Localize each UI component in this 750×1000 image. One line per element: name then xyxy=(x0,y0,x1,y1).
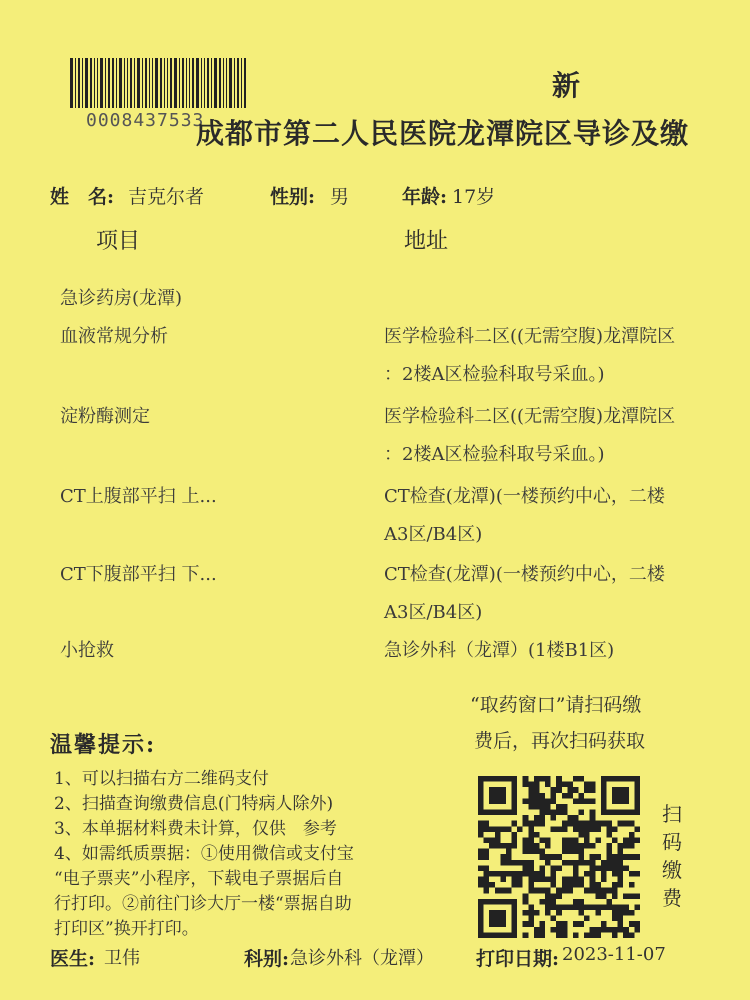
tip-line: “电子票夹”小程序，下载电子票据后自 xyxy=(54,869,344,889)
item-address-line: ：2楼A区检验科取号采血。) xyxy=(384,364,605,385)
gender-label: 性别: xyxy=(270,186,316,208)
scan-to-pay-label: 扫码缴费 xyxy=(662,802,682,910)
tip-line: 2、扫描查询缴费信息(门特病人除外) xyxy=(54,794,334,814)
item-name: 血液常规分析 xyxy=(60,326,168,347)
column-header-address: 地址 xyxy=(404,229,449,254)
qr-code-icon[interactable] xyxy=(478,776,640,938)
doctor-label: 医生: xyxy=(50,948,96,970)
gender-value: 男 xyxy=(330,186,350,208)
department-value: 急诊外科（龙潭） xyxy=(290,948,434,969)
tip-line: 3、本单据材料费未计算，仅供 参考 xyxy=(54,819,337,839)
item-address-line: 医学检验科二区((无需空腹)龙潭院区 xyxy=(384,326,676,347)
item-name: 急诊药房(龙潭) xyxy=(60,288,183,309)
item-name: 小抢救 xyxy=(60,640,114,661)
department-label: 科别: xyxy=(244,948,290,970)
print-date-label: 打印日期: xyxy=(476,948,560,970)
tip-line: 行打印。②前往门诊大厅一楼“票据自助 xyxy=(54,894,352,914)
item-address-line: A3区/B4区) xyxy=(384,524,483,545)
payment-note: 费后，再次扫码获取 xyxy=(474,730,646,752)
column-header-item: 项目 xyxy=(96,229,141,254)
item-name: CT上腹部平扫 上... xyxy=(60,486,217,507)
item-address-line: 急诊外科（龙潭）(1楼B1区) xyxy=(384,640,615,661)
item-name: CT下腹部平扫 下... xyxy=(60,564,217,585)
age-value: 17岁 xyxy=(452,186,496,208)
item-address-line: CT检查(龙潭)(一楼预约中心，二楼 xyxy=(384,564,665,585)
payment-note: “取药窗口”请扫码缴 xyxy=(470,694,642,716)
item-address-line: ：2楼A区检验科取号采血。) xyxy=(384,444,605,465)
barcode-icon xyxy=(70,58,270,108)
tip-line: 打印区”换开打印。 xyxy=(54,919,199,939)
tip-line: 1、可以扫描右方二维码支付 xyxy=(54,769,269,789)
doctor-name: 卫伟 xyxy=(104,948,140,969)
age-label: 年龄: xyxy=(402,186,448,208)
new-mark: 新 xyxy=(552,69,581,102)
print-date: 2023-11-07 xyxy=(562,944,666,965)
item-address-line: A3区/B4区) xyxy=(384,602,483,623)
tip-line: 4、如需纸质票据：①使用微信或支付宝 xyxy=(54,844,354,864)
item-address-line: 医学检验科二区((无需空腹)龙潭院区 xyxy=(384,406,676,427)
tips-title: 温馨提示: xyxy=(50,732,157,758)
item-name: 淀粉酶测定 xyxy=(60,406,150,427)
item-address-line: CT检查(龙潭)(一楼预约中心，二楼 xyxy=(384,486,665,507)
qr-code-graphic xyxy=(478,776,640,938)
page-title: 成都市第二人民医院龙潭院区导诊及缴 xyxy=(196,117,690,150)
patient-name: 吉克尔者 xyxy=(128,186,205,208)
patient-name-label: 姓 名: xyxy=(50,186,115,208)
barcode-number: 0008437533 xyxy=(86,110,205,131)
